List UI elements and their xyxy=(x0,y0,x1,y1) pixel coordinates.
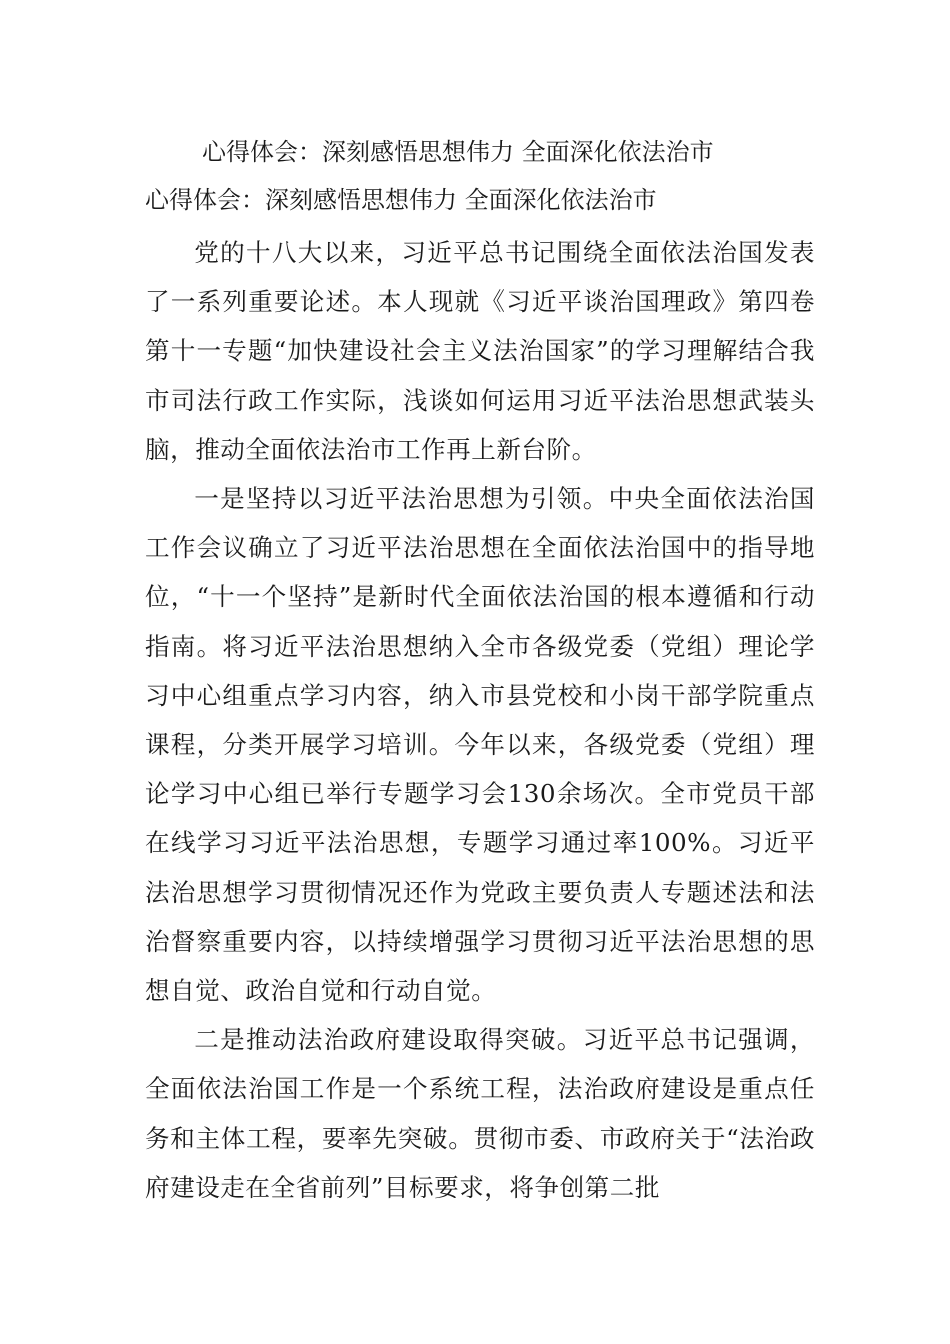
document-body xyxy=(145,228,815,1212)
document-title: 心得体会：深刻感悟思想伟力 全面深化依法治市 xyxy=(202,138,714,166)
document-subtitle: 心得体会：深刻感悟思想伟力 全面深化依法治市 xyxy=(145,186,657,214)
paragraph-intro: 党的十八大以来，习近平总书记围绕全面依法治国发表了一系列重要论述。本人现就《习近平谈治国理政》第四卷第十一专题“加快建设社会主义法治国家”的学习理解结合我市司法行政工作实际，浅谈如何运用习近平法治思想武装头脑，推动全面依法治市工作再上新台阶。 xyxy=(145,238,815,464)
paragraph-point-two: 二是推动法治政府建设取得突破。习近平总书记强调，全面依法治国工作是一个系统工程，法治政府建设是重点任务和主体工程，要率先突破。贯彻市委、市政府关于“法治政府建设走在全省前列”目标要求，将争创第二批 xyxy=(145,1025,815,1202)
paragraph-point-one: 一是坚持以习近平法治思想为引领。中央全面依法治国工作会议确立了习近平法治思想在全面依法治国中的指导地位，“十一个坚持”是新时代全面依法治国的根本遵循和行动指南。将习近平法治思想纳入全市各级党委（党组）理论学习中心组重点学习内容，纳入市县党校和小岗干部学院重点课程，分类开展学习培训。今年以来，各级党委（党组）理论学习中心组已举行专题学习会130余场次。全市党员干部在线学习习近平法治思想，专题学习通过率100%。习近平法治思想学习贯彻情况还作为党政主要负责人专题述法和法治督察重要内容，以持续增强学习贯彻习近平法治思想的思想自觉、政治自觉和行动自觉。 xyxy=(145,484,815,1006)
